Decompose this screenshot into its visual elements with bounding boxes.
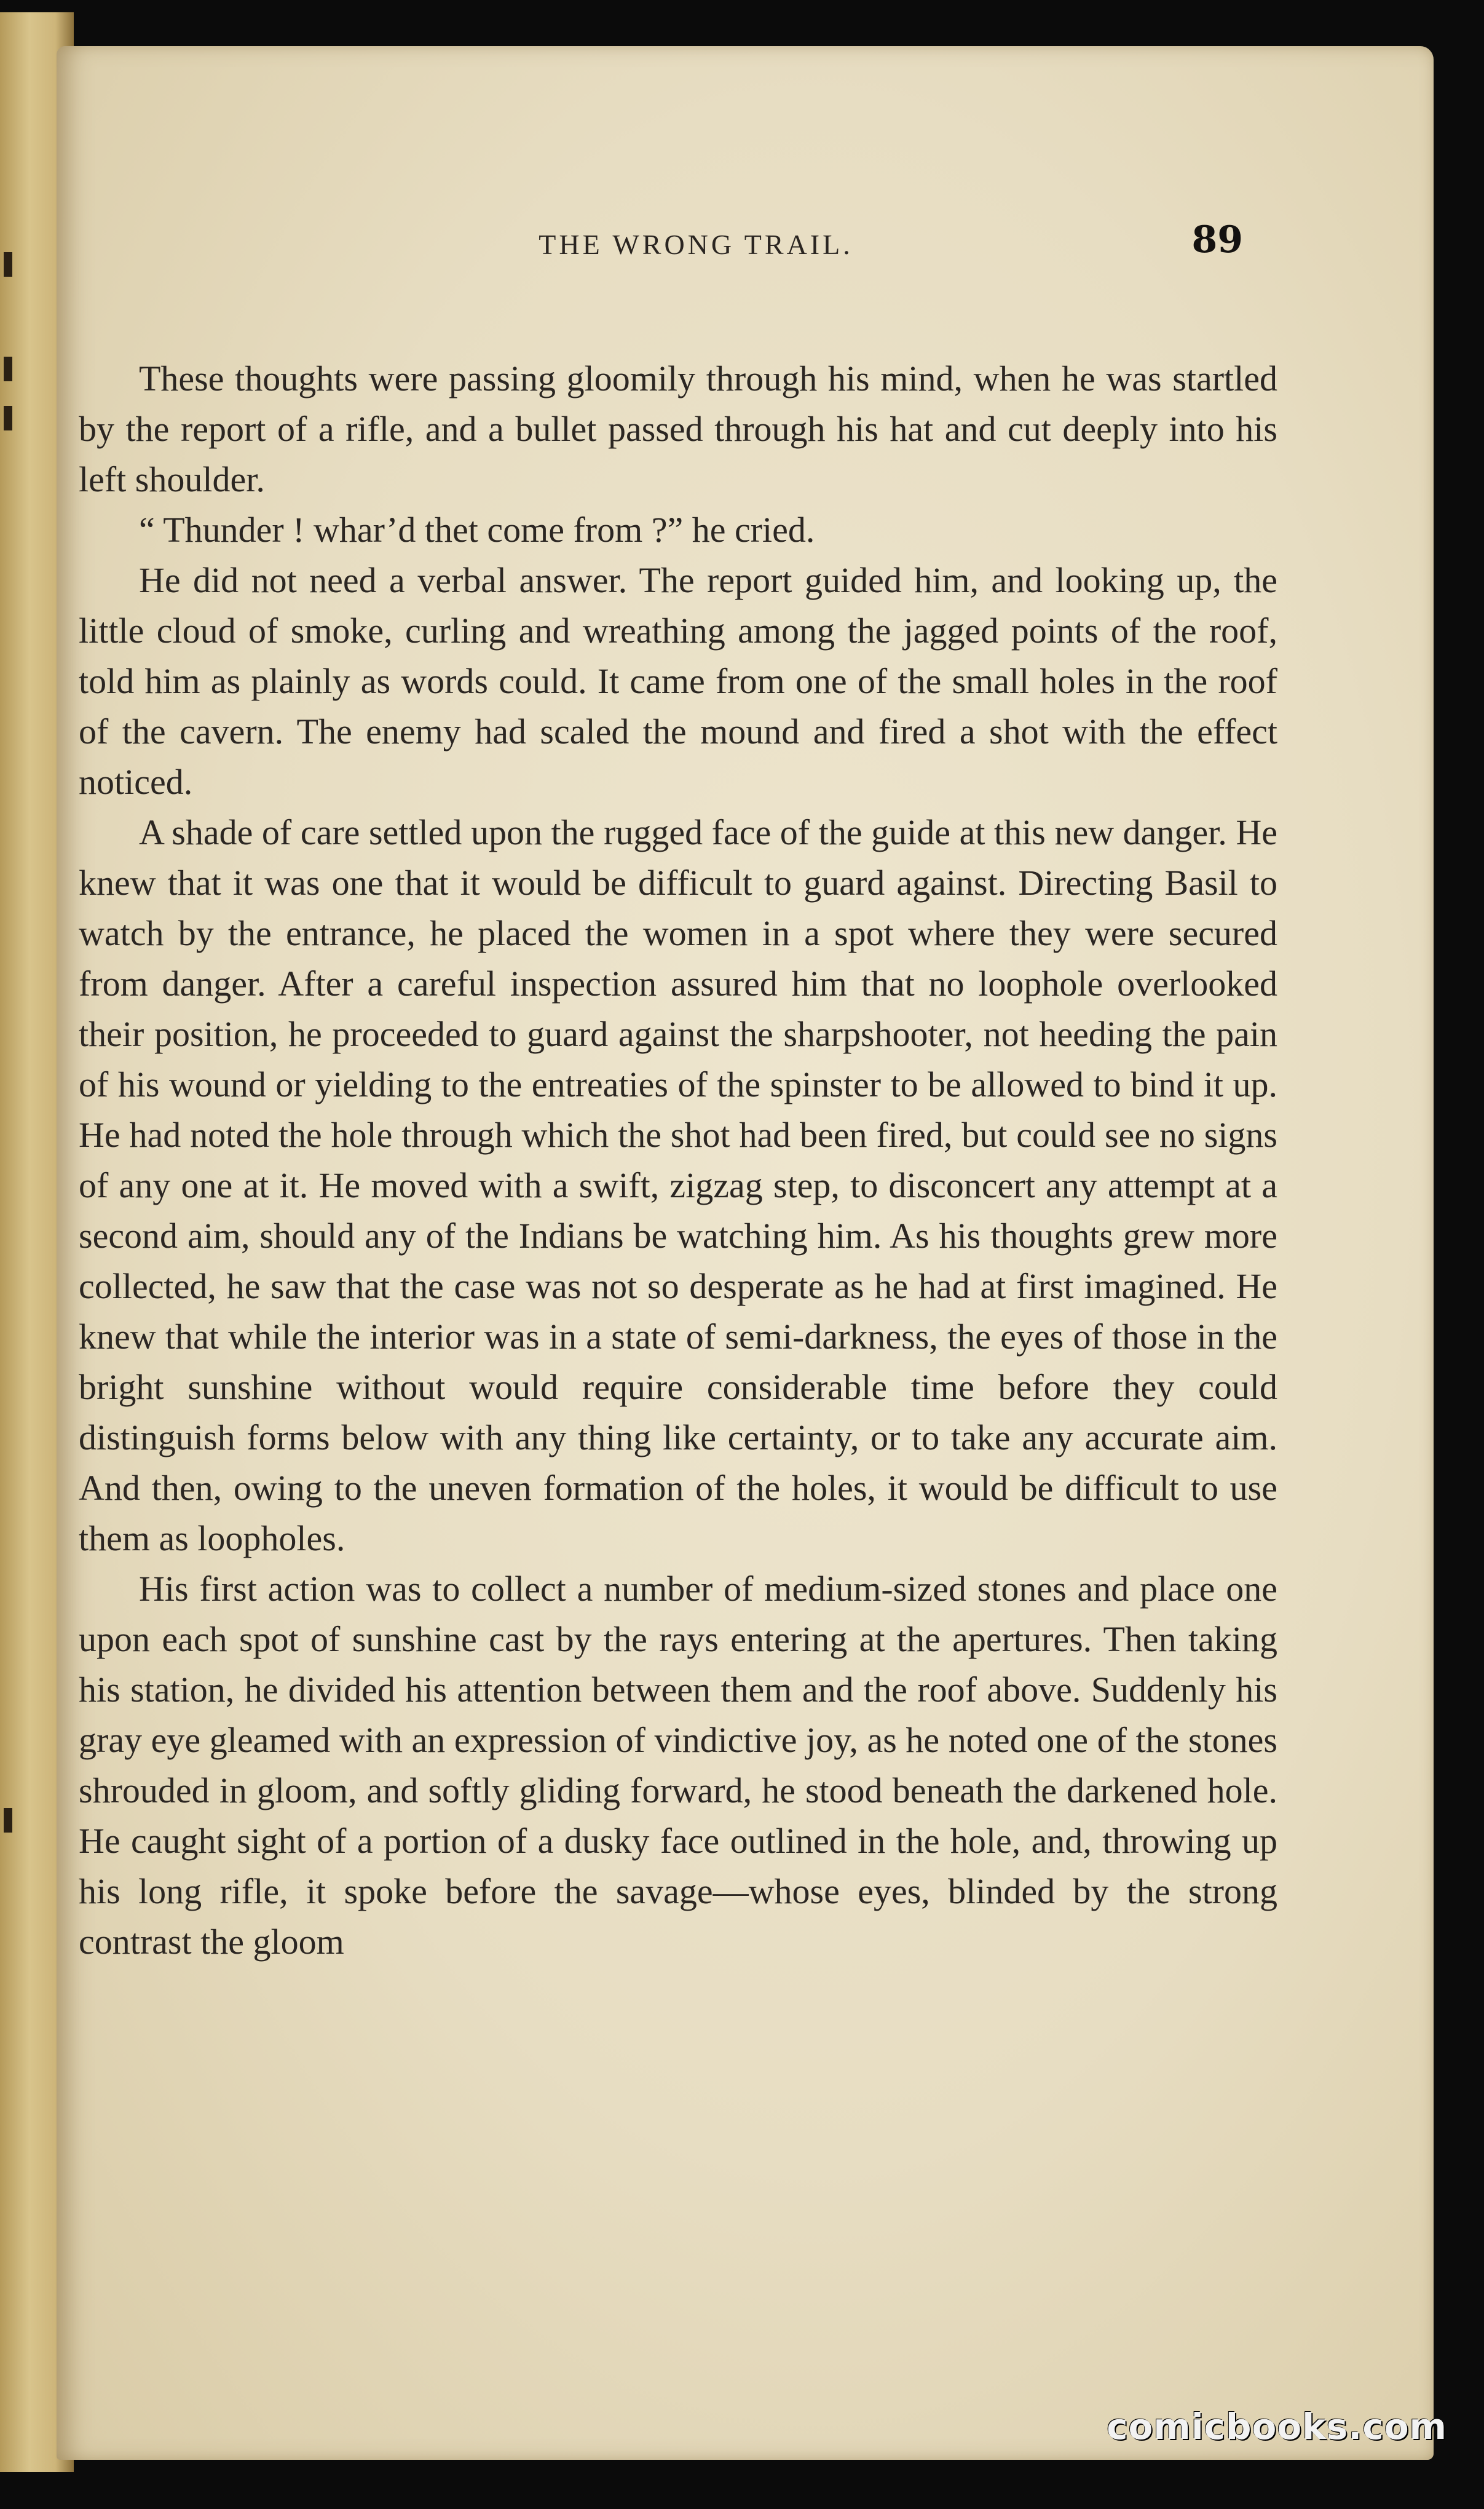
site-watermark: comicbooks.com bbox=[1107, 2406, 1447, 2448]
paragraph: A shade of care settled upon the rugged face of the guide at this new danger. He knew that it was one that it would be difficult to guard against. Directing Basil to watch by the entrance, he placed the women in a spot where they were secured from danger. After a careful inspection assured him that no loophole overlooked their position, he proceeded to guard against the sharpshooter, not heeding the pain of his wound or yielding to the entreaties of the spinster to be allowed to bind it up. He had noted the hole through which the shot had been fired, but could see no signs of any one at it. He moved with a swift, zigzag step, to disconcert any attempt at a second aim, should any of the Indians be watching him. As his thoughts grew more collected, he saw that the case was not so desperate as he had at first imagined. He knew that while the interior was in a state of semi-darkness, the eyes of those in the bright sunshine without would require considerable time before they could distinguish forms below with any thing like certainty, or to take any accurate aim. And then, owing to the uneven formation of the holes, it would be difficult to use them as loopholes. bbox=[79, 812, 1277, 1558]
print-mark bbox=[4, 406, 12, 430]
chapter-title: THE WRONG TRAIL. bbox=[539, 229, 853, 260]
print-mark bbox=[4, 357, 12, 381]
paragraph: “ Thunder ! whar’d thet come from ?” he cried. bbox=[139, 510, 815, 550]
paragraph: His first action was to collect a number of medium-sized stones and place one upon each spot of sunshine cast by the rays entering at the apertures. Then taking his station, he divided his attention between them and the roof above. Suddenly his gray eye gleamed with an expression of vindictive joy, as he noted one of the stones shrouded in gloom, and softly gliding forward, he stood beneath the darkened hole. He caught sight of a portion of a dusky face outlined in the hole, and, throwing up his long rifle, it spoke before the savage—whose eyes, blinded by the strong contrast the gloom bbox=[79, 1569, 1277, 1962]
page-number: 89 bbox=[1191, 218, 1243, 261]
paragraph: He did not need a verbal answer. The report guided him, and looking up, the little cloud of smoke, curling and wreathing among the jagged points of the roof, told him as plainly as words could. It came from one of the small holes in the roof of the cavern. The enemy had scaled the mound and fired a shot with the effect noticed. bbox=[79, 560, 1277, 802]
print-mark bbox=[4, 1808, 12, 1833]
paragraph: These thoughts were passing gloomily through his mind, when he was startled by the report of a rifle, and a bullet passed through his hat and cut deeply into his left shoulder. bbox=[79, 359, 1277, 499]
running-head bbox=[57, 217, 1372, 272]
print-mark bbox=[4, 252, 12, 277]
book-page bbox=[57, 46, 1434, 2460]
body-text bbox=[79, 354, 1277, 1967]
